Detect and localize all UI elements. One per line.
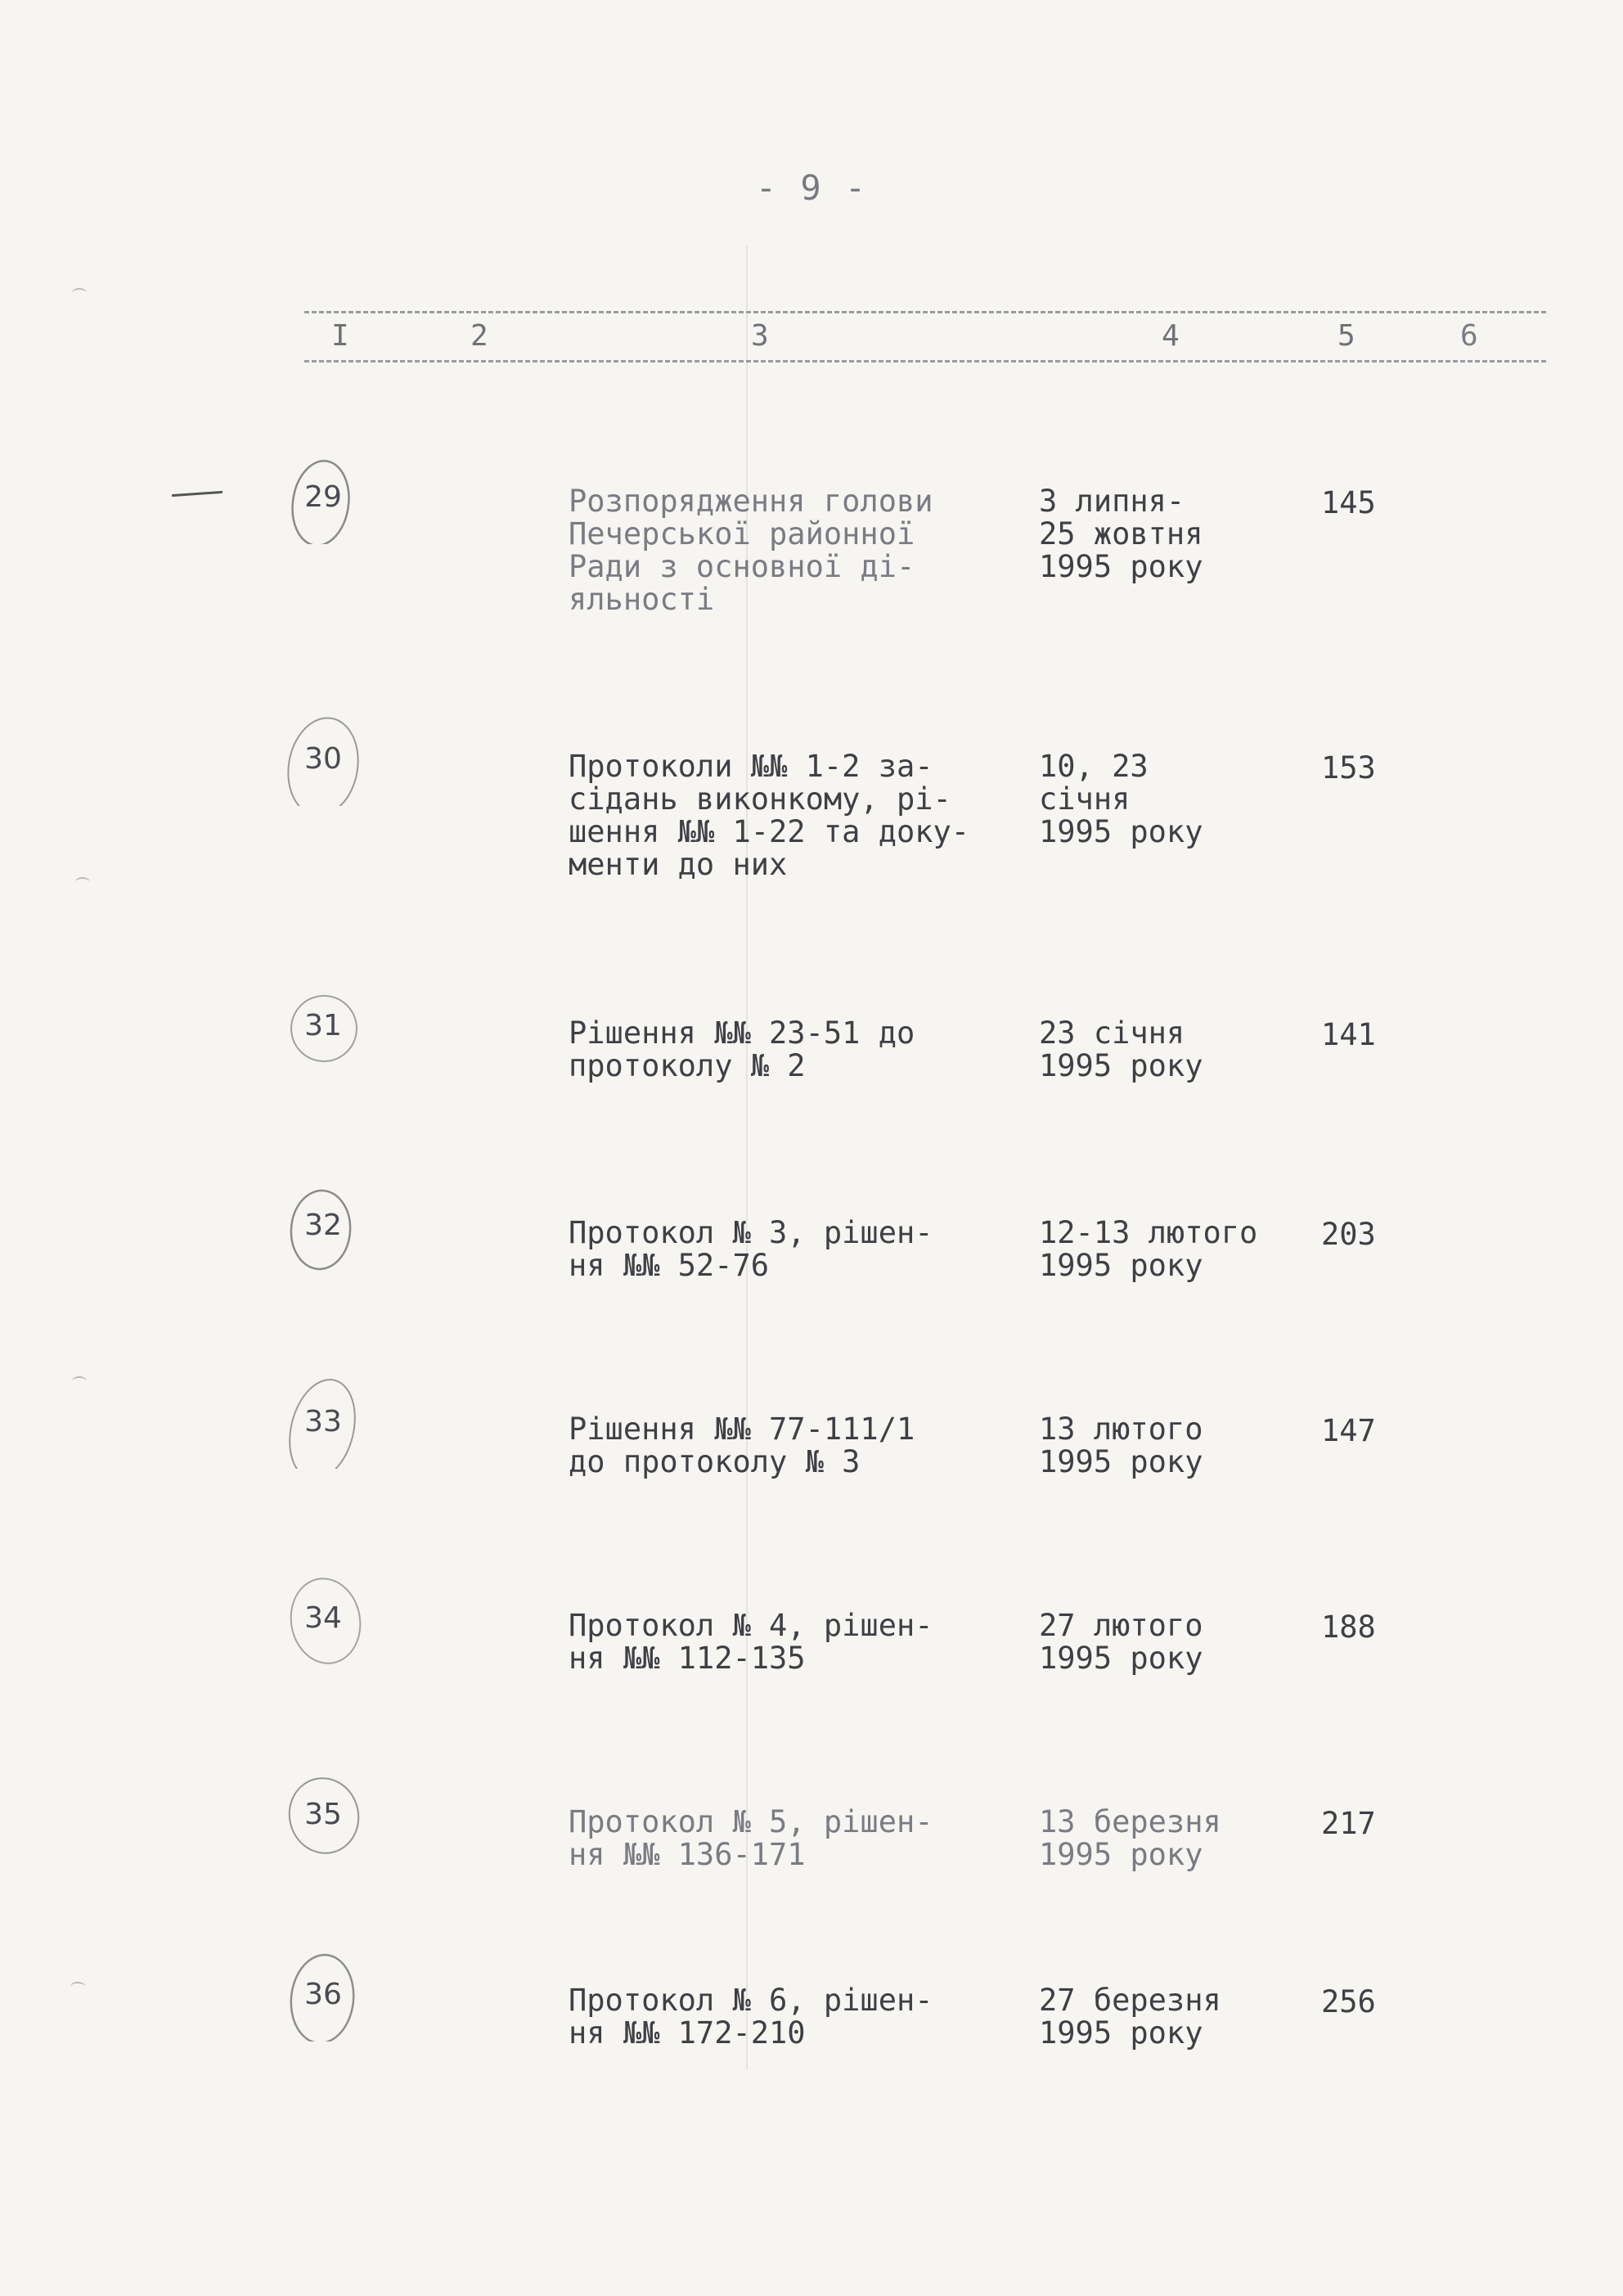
column-header-2: 2	[470, 319, 488, 353]
header-rule-top	[304, 311, 1546, 313]
binder-hole-mark	[75, 877, 90, 887]
record-sheet-count: 188	[1321, 1609, 1376, 1645]
record-number-circle	[278, 1379, 368, 1469]
header-rule-bottom	[304, 360, 1546, 362]
record-number: 34	[304, 1601, 342, 1635]
record-title: Рішення №№ 77-111/1 до протоколу № 3	[569, 1411, 915, 1479]
record-title: Протоколи №№ 1-2 за- сідань виконкому, рі- шення №№ 1-22 та доку- менти до них	[569, 749, 970, 882]
record-sheet-count: 145	[1321, 485, 1376, 520]
record-number-circle	[278, 1772, 368, 1862]
column-header-5: 5	[1338, 319, 1355, 353]
record-date: 27 березня 1995 року	[1039, 1983, 1221, 2051]
record-number-circle	[278, 986, 368, 1076]
record-number-circle	[278, 1182, 368, 1272]
record-date: 12-13 лютого 1995 року	[1039, 1215, 1258, 1283]
record-number: 30	[304, 742, 342, 776]
column-header-4: 4	[1162, 319, 1180, 353]
record-title: Розпорядження голови Печерської районної Ради з основної ді- яльності	[569, 484, 933, 617]
record-date: 3 липня- 25 жовтня 1995 року	[1039, 484, 1203, 584]
binder-hole-mark	[72, 288, 87, 298]
record-date: 13 лютого 1995 року	[1039, 1411, 1203, 1479]
record-number: 36	[304, 1978, 342, 2011]
record-title: Протокол № 4, рішен- ня №№ 112-135	[569, 1608, 933, 1676]
record-sheet-count: 203	[1321, 1217, 1376, 1252]
record-title: Протокол № 6, рішен- ня №№ 172-210	[569, 1983, 933, 2051]
column-header-1: I	[331, 319, 349, 353]
record-title: Рішення №№ 23-51 до протоколу № 2	[569, 1015, 915, 1083]
pencil-tick-mark	[172, 491, 223, 497]
record-number: 29	[304, 480, 342, 514]
record-sheet-count: 217	[1321, 1806, 1376, 1841]
record-sheet-count: 153	[1321, 750, 1376, 786]
record-sheet-count: 141	[1321, 1017, 1376, 1052]
record-date: 27 лютого 1995 року	[1039, 1608, 1203, 1676]
record-title: Протокол № 5, рішен- ня №№ 136-171	[569, 1804, 933, 1872]
binder-hole-mark	[72, 1376, 87, 1386]
record-date: 10, 23 січня 1995 року	[1039, 749, 1203, 849]
record-date: 23 січня 1995 року	[1039, 1015, 1203, 1083]
record-number-circle	[278, 1952, 368, 2042]
record-number-circle	[278, 454, 368, 544]
column-header-3: 3	[751, 319, 769, 353]
record-title: Протокол № 3, рішен- ня №№ 52-76	[569, 1215, 933, 1283]
column-header-6: 6	[1460, 319, 1478, 353]
record-date: 13 березня 1995 року	[1039, 1804, 1221, 1872]
record-number: 35	[304, 1798, 342, 1831]
record-number: 32	[304, 1209, 342, 1242]
record-number-circle	[278, 1575, 368, 1665]
record-number: 33	[304, 1405, 342, 1438]
record-sheet-count: 147	[1321, 1413, 1376, 1448]
record-number: 31	[304, 1009, 342, 1042]
page-number: - 9 -	[755, 168, 868, 208]
record-number-circle	[278, 716, 368, 806]
record-sheet-count: 256	[1321, 1984, 1376, 2019]
binder-hole-mark	[70, 1982, 85, 1992]
